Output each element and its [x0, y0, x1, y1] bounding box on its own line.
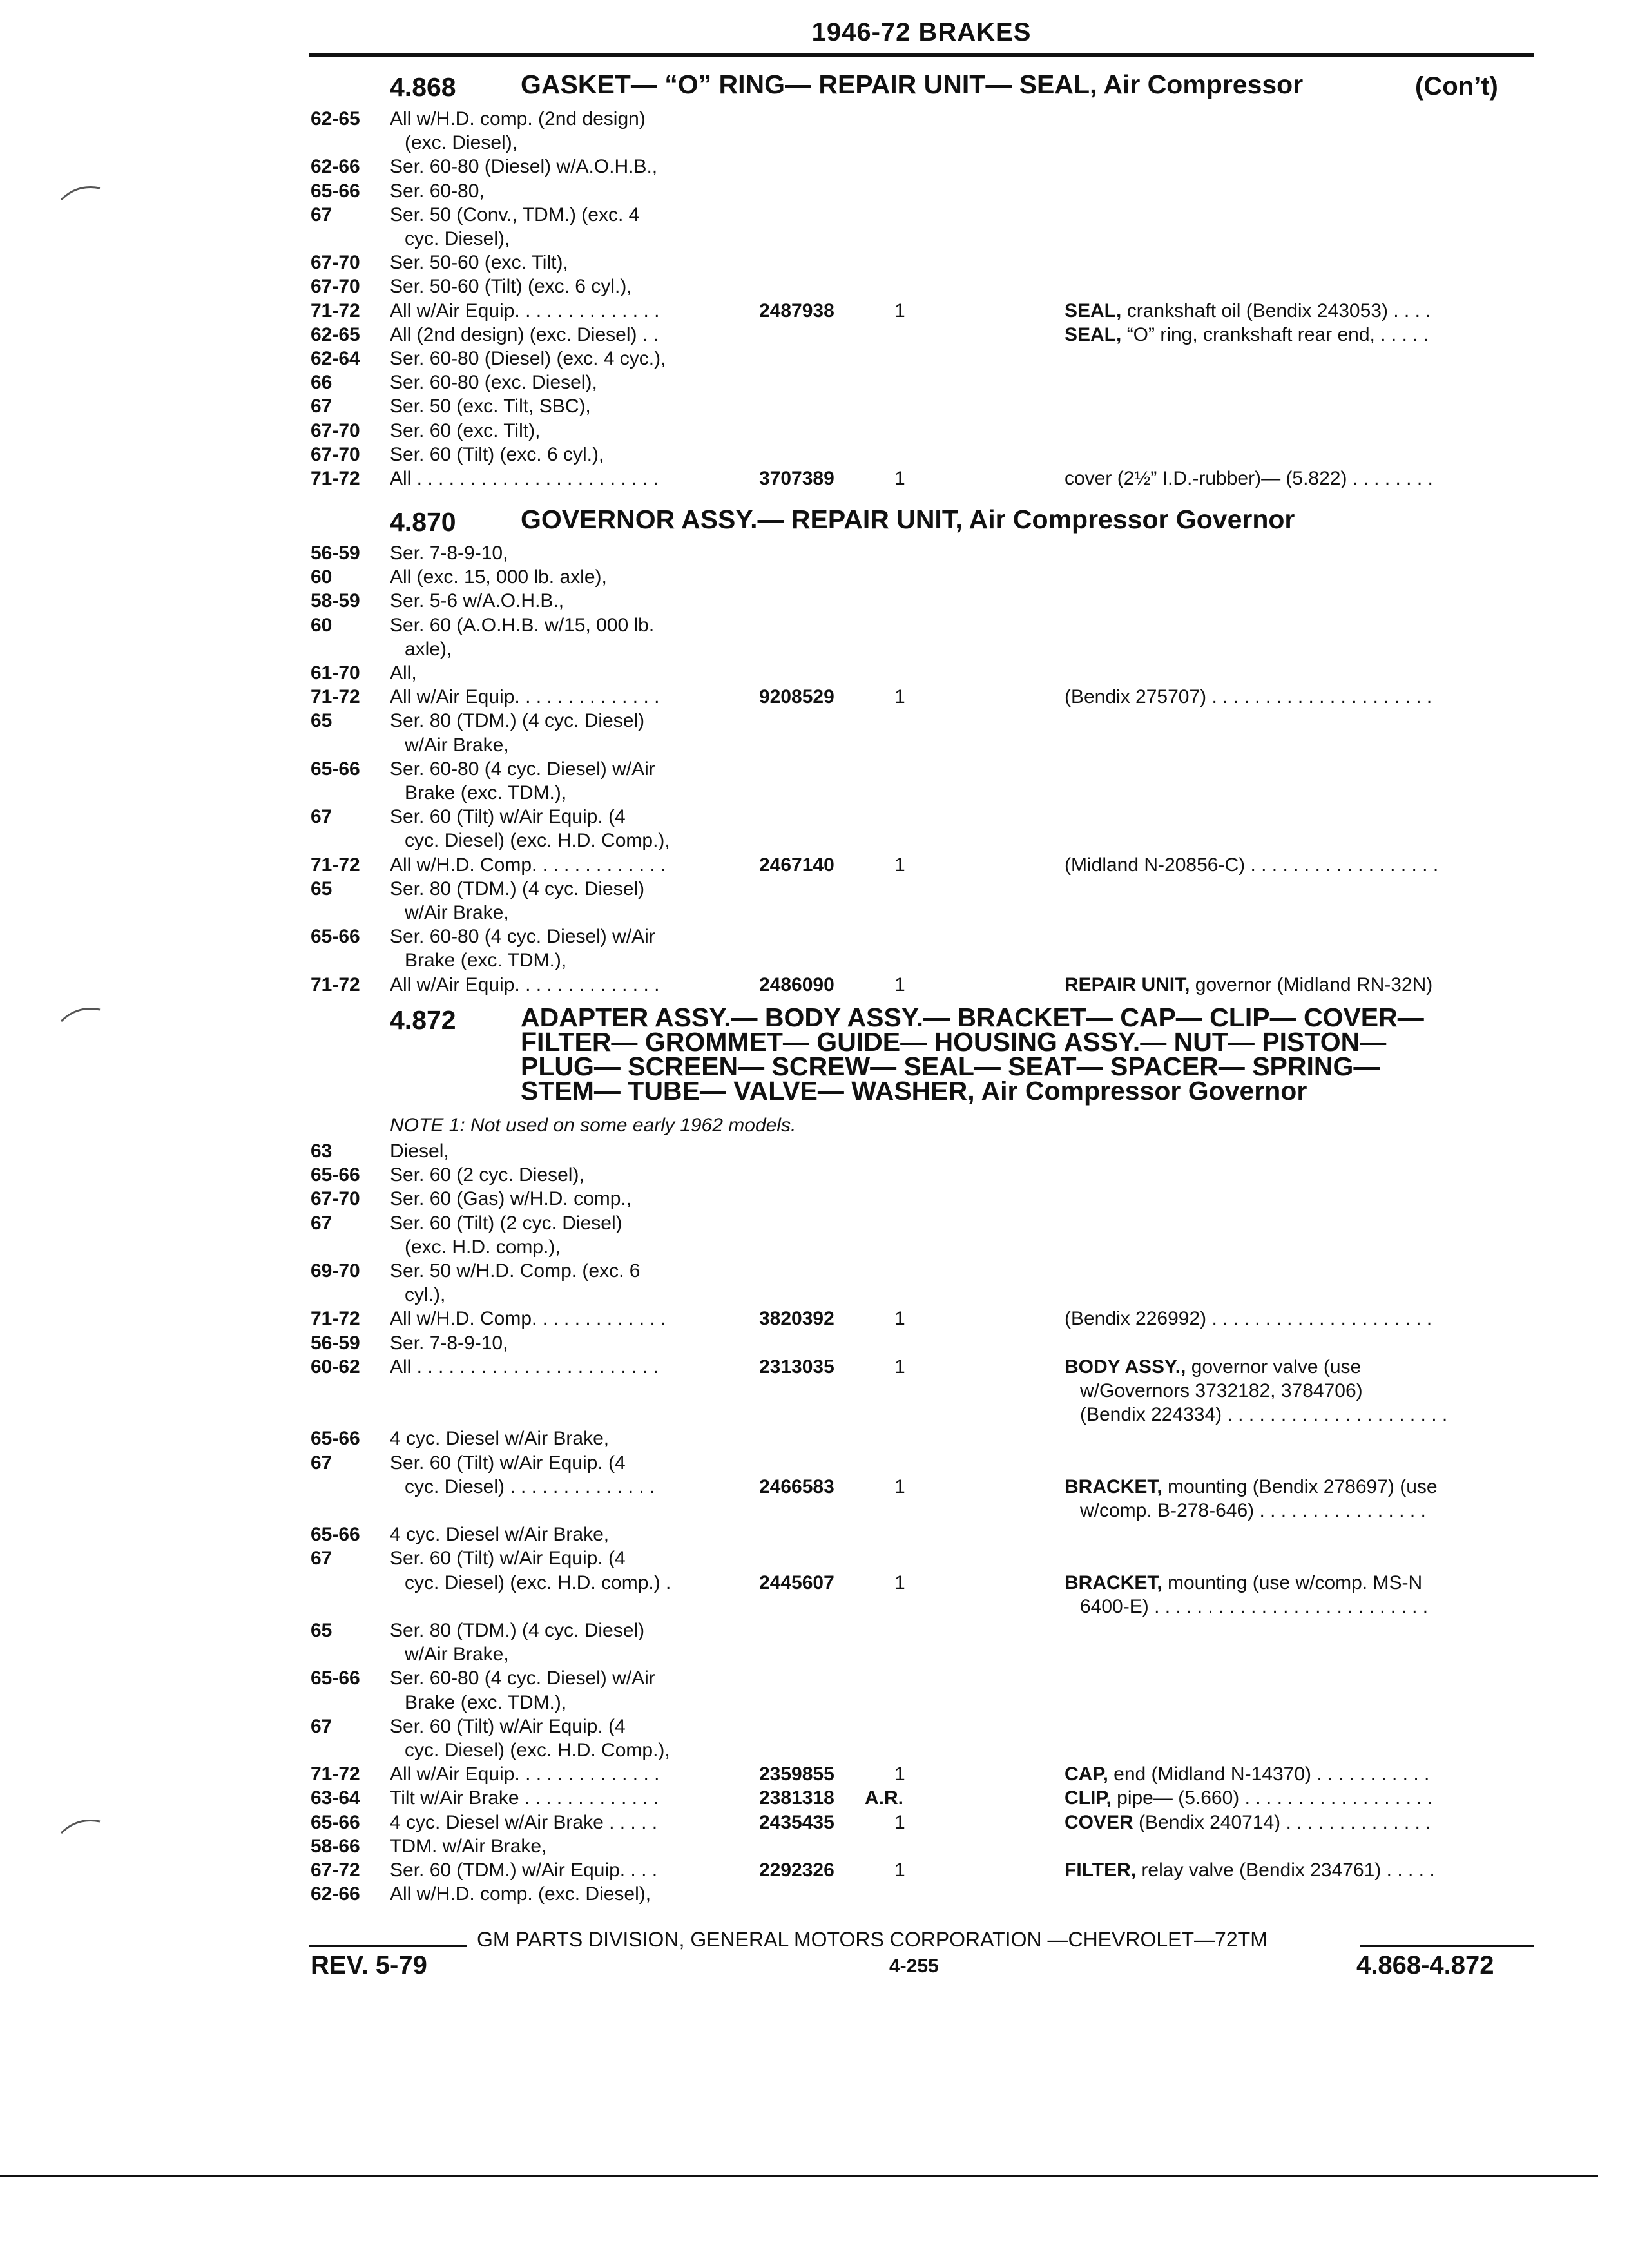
table-row	[0, 1451, 1629, 1475]
part-number: 2435435	[759, 1811, 834, 1833]
application: cyc. Diesel) . . . . . . . . . . . . . .	[405, 1475, 655, 1497]
description	[1065, 1571, 1422, 1595]
model-years: 67	[311, 1212, 333, 1234]
table-row	[0, 1211, 1629, 1235]
description-text: (Bendix 275707) . . . . . . . . . . . . . . . . . . . . .	[1065, 686, 1432, 708]
application: Ser. 50 (Conv., TDM.) (exc. 4	[390, 204, 640, 226]
section-title-4870: GOVERNOR ASSY.— REPAIR UNIT, Air Compressor Governor	[521, 505, 1295, 534]
part-name: SEAL,	[1065, 300, 1122, 322]
part-name: FILTER,	[1065, 1860, 1137, 1881]
quantity: 1	[894, 1763, 905, 1785]
part-name: CLIP,	[1065, 1787, 1112, 1809]
table-row	[0, 853, 1629, 877]
part-name: REPAIR UNIT,	[1065, 974, 1190, 995]
model-years: 67	[311, 1548, 333, 1570]
table-row	[0, 901, 1629, 925]
model-years: 71-72	[311, 300, 360, 322]
table-row	[0, 1523, 1629, 1546]
footer-rule-left	[309, 1945, 467, 1947]
quantity: 1	[894, 1475, 905, 1497]
binder-mark-icon	[58, 1002, 103, 1028]
table-row	[0, 541, 1629, 565]
table-row	[0, 757, 1629, 781]
description	[1065, 853, 1438, 877]
description-text: mounting (use w/comp. MS-N	[1162, 1571, 1423, 1593]
quantity: 1	[894, 1811, 905, 1833]
part-number: 2487938	[759, 300, 834, 322]
table-row	[0, 805, 1629, 829]
quantity: 1	[894, 1860, 905, 1881]
application: Ser. 50 w/H.D. Comp. (exc. 6	[390, 1260, 641, 1282]
table-row	[0, 1283, 1629, 1307]
application: Ser. 60 (Tilt) (2 cyc. Diesel)	[390, 1212, 622, 1234]
description	[1065, 1355, 1361, 1379]
table-row	[0, 1595, 1629, 1619]
description-text: end (Midland N-14370) . . . . . . . . . . .	[1108, 1763, 1430, 1785]
table-row	[0, 1427, 1629, 1450]
part-number: 3707389	[759, 468, 834, 489]
application: Ser. 60-80 (Diesel) w/A.O.H.B.,	[390, 156, 658, 178]
description-text: governor valve (use	[1186, 1356, 1362, 1378]
part-number: 2466583	[759, 1475, 834, 1497]
application: Brake (exc. TDM.),	[405, 1691, 567, 1713]
model-years: 56-59	[311, 543, 360, 564]
model-years: 71-72	[311, 974, 360, 995]
model-years: 66	[311, 372, 333, 394]
application: Ser. 80 (TDM.) (4 cyc. Diesel)	[390, 710, 645, 732]
application: Ser. 80 (TDM.) (4 cyc. Diesel)	[390, 1620, 645, 1641]
table-row	[0, 1834, 1629, 1858]
application: All (2nd design) (exc. Diesel) . .	[390, 323, 659, 345]
description	[1065, 1786, 1432, 1810]
description	[1080, 1403, 1447, 1427]
quantity: 1	[894, 974, 905, 995]
section-number-4870: 4.870	[390, 507, 456, 537]
model-years: 67	[311, 396, 333, 418]
table-row	[0, 1882, 1629, 1906]
model-years: 67-70	[311, 276, 360, 298]
table-row	[0, 443, 1629, 466]
model-years: 67	[311, 204, 333, 226]
table-row	[0, 370, 1629, 394]
application: 4 cyc. Diesel w/Air Brake . . . . .	[390, 1811, 658, 1833]
application: cyc. Diesel) (exc. H.D. Comp.),	[405, 830, 670, 852]
application: All . . . . . . . . . . . . . . . . . . . . . . .	[390, 468, 659, 489]
part-number: 2486090	[759, 974, 834, 995]
table-row	[0, 925, 1629, 948]
part-name: BRACKET,	[1065, 1571, 1162, 1593]
model-years: 65-66	[311, 1524, 360, 1546]
footer-page-number: 4-255	[889, 1956, 939, 1977]
continued-label: (Con’t)	[1415, 72, 1498, 101]
model-years: 62-64	[311, 348, 360, 369]
description	[1080, 1595, 1428, 1619]
header-rule	[309, 53, 1534, 57]
description-text: w/comp. B-278-646) . . . . . . . . . . . . . . . .	[1080, 1500, 1426, 1521]
application: Brake (exc. TDM.),	[405, 782, 567, 803]
part-name: CAP,	[1065, 1763, 1108, 1785]
part-name: BRACKET,	[1065, 1475, 1162, 1497]
description-text: (Midland N-20856-C) . . . . . . . . . . . . . . . . . .	[1065, 854, 1439, 876]
application: cyc. Diesel) (exc. H.D. comp.) .	[405, 1571, 671, 1593]
application: Ser. 60-80 (4 cyc. Diesel) w/Air	[390, 1667, 655, 1689]
description	[1080, 1379, 1363, 1403]
footer-section-range: 4.868-4.872	[1356, 1951, 1494, 1979]
model-years: 67	[311, 1452, 333, 1474]
table-row	[0, 1259, 1629, 1283]
application: w/Air Brake,	[405, 1644, 509, 1666]
model-years: 71-72	[311, 686, 360, 708]
model-years: 56-59	[311, 1332, 360, 1354]
application: Ser. 60 (Tilt) w/Air Equip. (4	[390, 1548, 626, 1570]
model-years: 71-72	[311, 1763, 360, 1785]
description	[1080, 1499, 1426, 1523]
application: All w/Air Equip. . . . . . . . . . . . . .	[390, 974, 660, 995]
application: w/Air Brake,	[405, 902, 509, 923]
application: Ser. 5-6 w/A.O.H.B.,	[390, 590, 564, 612]
model-years: 67-70	[311, 443, 360, 465]
application: Ser. 50 (exc. Tilt, SBC),	[390, 396, 591, 418]
section-number-4872: 4.872	[390, 1005, 456, 1035]
quantity: A.R.	[865, 1787, 903, 1809]
table-row	[0, 1811, 1629, 1834]
part-number: 2313035	[759, 1356, 834, 1378]
model-years: 65-66	[311, 926, 360, 948]
model-years: 62-65	[311, 108, 360, 130]
table-row	[0, 637, 1629, 661]
application: cyl.),	[405, 1284, 446, 1306]
table-row	[0, 1499, 1629, 1523]
quantity: 1	[894, 468, 905, 489]
model-years: 60	[311, 566, 333, 588]
section-title-4872-line-3: PLUG— SCREEN— SCREW— SEAL— SEAT— SPACER— SPRING—	[521, 1052, 1380, 1081]
table-row	[0, 227, 1629, 251]
application: TDM. w/Air Brake,	[390, 1835, 547, 1857]
description	[1065, 1858, 1435, 1882]
application: Ser. 60 (Tilt) (exc. 6 cyl.),	[390, 443, 604, 465]
table-row	[0, 565, 1629, 589]
description-text: mounting (Bendix 278697) (use	[1162, 1475, 1438, 1497]
scan-edge-line	[0, 2175, 1598, 2177]
application: Ser. 60-80 (exc. Diesel),	[390, 372, 597, 394]
part-number: 9208529	[759, 686, 834, 708]
model-years: 65-66	[311, 1428, 360, 1450]
part-number: 2467140	[759, 854, 834, 876]
part-name: COVER	[1065, 1811, 1133, 1833]
application: All,	[390, 662, 417, 684]
application: All w/H.D. comp. (2nd design)	[390, 108, 646, 130]
page-header-title: 1946-72 BRAKES	[811, 18, 1032, 46]
table-row	[0, 1331, 1629, 1355]
quantity: 1	[894, 300, 905, 322]
description	[1065, 466, 1433, 490]
binder-mark-icon	[58, 180, 103, 206]
description	[1065, 1811, 1431, 1834]
table-row	[0, 1163, 1629, 1187]
model-years: 62-65	[311, 323, 360, 345]
table-row	[0, 1691, 1629, 1715]
binder-mark-icon	[58, 1814, 103, 1840]
description-text: “O” ring, crankshaft rear end, . . . . .	[1121, 323, 1429, 345]
model-years: 65-66	[311, 1164, 360, 1186]
description-text: cover (2½” I.D.-rubber)— (5.822) . . . . . . . .	[1065, 468, 1433, 489]
application: Diesel,	[390, 1140, 449, 1162]
model-years: 71-72	[311, 854, 360, 876]
quantity: 1	[894, 854, 905, 876]
table-row	[0, 1715, 1629, 1738]
table-row	[0, 1475, 1629, 1499]
description-text: (Bendix 224334) . . . . . . . . . . . . . . . . . . . . .	[1080, 1404, 1448, 1426]
table-row	[0, 661, 1629, 685]
model-years: 63-64	[311, 1787, 360, 1809]
table-row	[0, 1307, 1629, 1331]
table-row	[0, 613, 1629, 637]
model-years: 62-66	[311, 156, 360, 178]
quantity: 1	[894, 1356, 905, 1378]
model-years: 58-66	[311, 1835, 360, 1857]
section-title-4868: GASKET— “O” RING— REPAIR UNIT— SEAL, Air Compressor	[521, 70, 1304, 99]
table-row	[0, 1666, 1629, 1690]
description	[1065, 1307, 1432, 1331]
model-years: 67	[311, 1715, 333, 1737]
model-years: 65	[311, 878, 333, 899]
model-years: 65	[311, 710, 333, 732]
description-text: crankshaft oil (Bendix 243053) . . . .	[1121, 300, 1431, 322]
footer-rule-right	[1360, 1945, 1534, 1947]
description-text: governor (Midland RN-32N)	[1190, 974, 1433, 995]
application: cyc. Diesel) (exc. H.D. Comp.),	[405, 1740, 670, 1761]
table-row	[0, 1546, 1629, 1570]
model-years: 67-72	[311, 1860, 360, 1881]
application: Ser. 60 (exc. Tilt),	[390, 419, 541, 441]
table-row	[0, 781, 1629, 805]
section-title-4872-line-2: FILTER— GROMMET— GUIDE— HOUSING ASSY.— NUT— PISTON—	[521, 1027, 1387, 1057]
section-title-4872-line-1: ADAPTER ASSY.— BODY ASSY.— BRACKET— CAP— CLIP— COVER—	[521, 1003, 1424, 1032]
table-row	[0, 1403, 1629, 1427]
model-years: 65-66	[311, 180, 360, 202]
part-name: BODY ASSY.,	[1065, 1356, 1186, 1378]
description-text: (Bendix 226992) . . . . . . . . . . . . . . . . . . . . .	[1065, 1308, 1432, 1330]
application: Ser. 60 (Tilt) w/Air Equip. (4	[390, 806, 626, 828]
model-years: 67	[311, 806, 333, 828]
table-row	[0, 299, 1629, 323]
application: 4 cyc. Diesel w/Air Brake,	[390, 1428, 610, 1450]
part-number: 2381318	[759, 1787, 834, 1809]
application: cyc. Diesel),	[405, 228, 510, 249]
description-text: w/Governors 3732182, 3784706)	[1080, 1380, 1363, 1401]
table-row	[0, 203, 1629, 227]
table-row	[0, 733, 1629, 757]
table-row	[0, 419, 1629, 443]
table-row	[0, 274, 1629, 298]
application: Ser. 60 (TDM.) w/Air Equip. . . .	[390, 1860, 658, 1881]
application: All w/Air Equip. . . . . . . . . . . . . .	[390, 300, 660, 322]
table-row	[0, 323, 1629, 347]
table-row	[0, 1355, 1629, 1379]
application: Brake (exc. TDM.),	[405, 950, 567, 972]
application: All w/Air Equip. . . . . . . . . . . . . .	[390, 1763, 660, 1785]
table-row	[0, 251, 1629, 274]
application: Ser. 80 (TDM.) (4 cyc. Diesel)	[390, 878, 645, 899]
part-number: 2359855	[759, 1763, 834, 1785]
application: Ser. 50-60 (Tilt) (exc. 6 cyl.),	[390, 276, 632, 298]
table-row	[0, 709, 1629, 733]
quantity: 1	[894, 1571, 905, 1593]
section-title-4872-line-4: STEM— TUBE— VALVE— WASHER, Air Compressor Governor	[521, 1076, 1307, 1106]
footer-publisher: GM PARTS DIVISION, GENERAL MOTORS CORPORATION —CHEVROLET—72TM	[477, 1928, 1268, 1951]
application: Ser. 60-80 (4 cyc. Diesel) w/Air	[390, 758, 655, 780]
application: w/Air Brake,	[405, 734, 509, 756]
application: Ser. 7-8-9-10,	[390, 543, 508, 564]
application: Ser. 50-60 (exc. Tilt),	[390, 252, 568, 274]
application: Ser. 60 (A.O.H.B. w/15, 000 lb.	[390, 614, 655, 636]
application: All w/Air Equip. . . . . . . . . . . . . .	[390, 686, 660, 708]
description	[1065, 1762, 1429, 1786]
model-years: 71-72	[311, 1308, 360, 1330]
application: Ser. 7-8-9-10,	[390, 1332, 508, 1354]
application: Ser. 60-80 (4 cyc. Diesel) w/Air	[390, 926, 655, 948]
table-row	[0, 347, 1629, 370]
section-number-4868: 4.868	[390, 72, 456, 102]
table-row	[0, 1858, 1629, 1882]
part-number: 3820392	[759, 1308, 834, 1330]
table-row	[0, 466, 1629, 490]
model-years: 69-70	[311, 1260, 360, 1282]
table-row	[0, 685, 1629, 709]
quantity: 1	[894, 1308, 905, 1330]
application: (exc. H.D. comp.),	[405, 1236, 561, 1258]
table-row	[0, 107, 1629, 131]
description-text: relay valve (Bendix 234761) . . . . .	[1136, 1860, 1435, 1881]
footer-revision: REV. 5-79	[311, 1951, 427, 1979]
part-number: 2292326	[759, 1860, 834, 1881]
model-years: 65-66	[311, 758, 360, 780]
application: All w/H.D. comp. (exc. Diesel),	[390, 1883, 651, 1905]
model-years: 67-70	[311, 1188, 360, 1210]
application: (exc. Diesel),	[405, 132, 518, 154]
table-row	[0, 131, 1629, 155]
table-row	[0, 589, 1629, 613]
description	[1065, 685, 1432, 709]
application: Ser. 60 (Tilt) w/Air Equip. (4	[390, 1715, 626, 1737]
table-row	[0, 155, 1629, 178]
application: Ser. 60 (2 cyc. Diesel),	[390, 1164, 584, 1186]
table-row	[0, 1139, 1629, 1163]
model-years: 71-72	[311, 468, 360, 489]
model-years: 65-66	[311, 1811, 360, 1833]
application: All . . . . . . . . . . . . . . . . . . . . . . .	[390, 1356, 659, 1378]
description	[1065, 323, 1429, 347]
application: All w/H.D. Comp. . . . . . . . . . . . .	[390, 854, 666, 876]
description	[1065, 973, 1432, 997]
application: All (exc. 15, 000 lb. axle),	[390, 566, 607, 588]
table-row	[0, 1642, 1629, 1666]
application: axle),	[405, 638, 452, 660]
model-years: 65-66	[311, 1667, 360, 1689]
description	[1065, 299, 1431, 323]
model-years: 62-66	[311, 1883, 360, 1905]
model-years: 67-70	[311, 419, 360, 441]
application: Ser. 60-80,	[390, 180, 485, 202]
table-row	[0, 1762, 1629, 1786]
table-row	[0, 877, 1629, 901]
table-row	[0, 1235, 1629, 1259]
application: Ser. 60 (Tilt) w/Air Equip. (4	[390, 1452, 626, 1474]
table-row	[0, 1738, 1629, 1762]
application: Ser. 60-80 (Diesel) (exc. 4 cyc.),	[390, 348, 666, 369]
section-note: NOTE 1: Not used on some early 1962 models.	[390, 1115, 796, 1136]
description-text: pipe— (5.660) . . . . . . . . . . . . . . . . . .	[1111, 1787, 1433, 1809]
table-row	[0, 1187, 1629, 1211]
table-row	[0, 973, 1629, 997]
model-years: 63	[311, 1140, 333, 1162]
model-years: 67-70	[311, 252, 360, 274]
table-row	[0, 394, 1629, 418]
description-text: (Bendix 240714) . . . . . . . . . . . . . .	[1133, 1811, 1431, 1833]
table-row	[0, 829, 1629, 852]
table-row	[0, 1619, 1629, 1642]
model-years: 60-62	[311, 1356, 360, 1378]
part-name: SEAL,	[1065, 323, 1122, 345]
part-number: 2445607	[759, 1571, 834, 1593]
table-row	[0, 948, 1629, 972]
model-years: 60	[311, 614, 333, 636]
description-text: 6400-E) . . . . . . . . . . . . . . . . . . . . . . . . . .	[1080, 1595, 1429, 1617]
model-years: 58-59	[311, 590, 360, 612]
model-years: 61-70	[311, 662, 360, 684]
application: Ser. 60 (Gas) w/H.D. comp.,	[390, 1188, 632, 1210]
model-years: 65	[311, 1620, 333, 1641]
application: 4 cyc. Diesel w/Air Brake,	[390, 1524, 610, 1546]
table-row	[0, 1786, 1629, 1810]
table-row	[0, 1571, 1629, 1595]
application: All w/H.D. Comp. . . . . . . . . . . . .	[390, 1308, 666, 1330]
description	[1065, 1475, 1438, 1499]
table-row	[0, 1379, 1629, 1403]
quantity: 1	[894, 686, 905, 708]
application: Tilt w/Air Brake . . . . . . . . . . . . .	[390, 1787, 659, 1809]
table-row	[0, 179, 1629, 203]
